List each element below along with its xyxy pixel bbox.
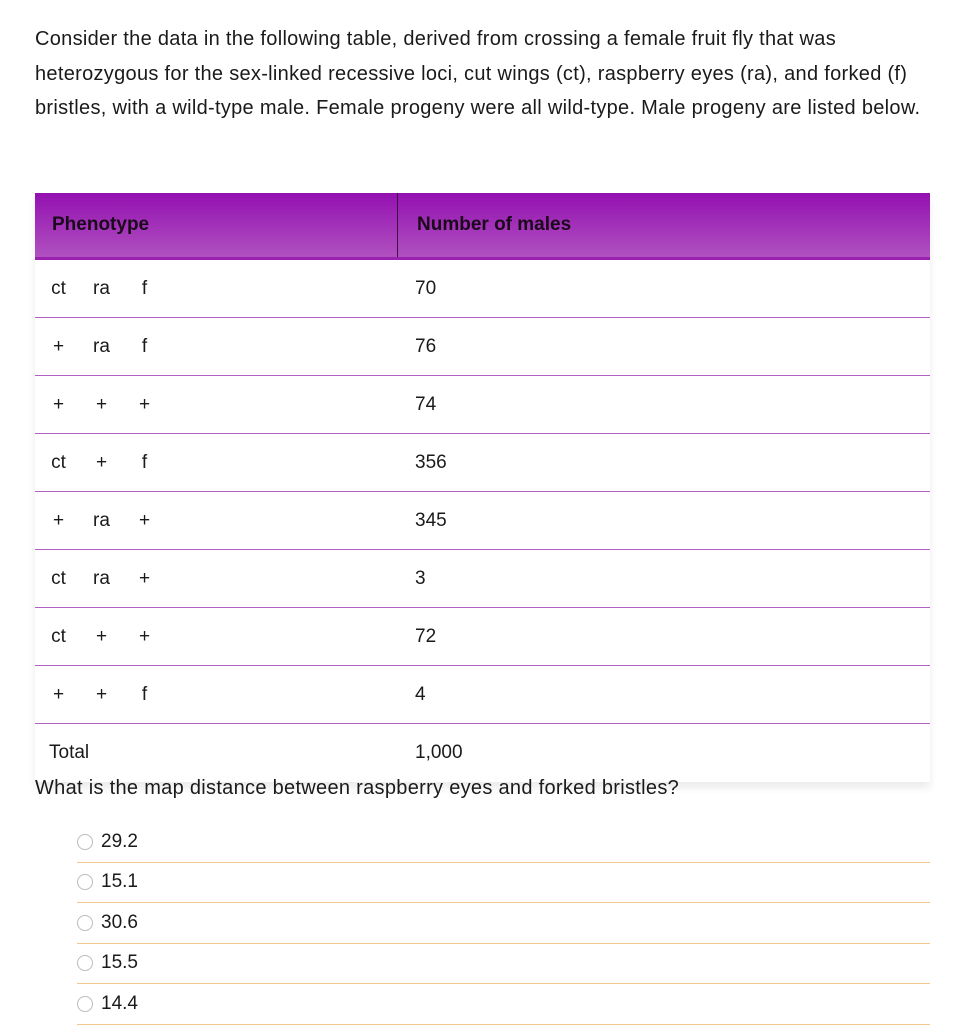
radio-button[interactable]: [77, 834, 93, 850]
phenotype-allele: +: [52, 393, 65, 415]
phenotype-allele: ra: [93, 509, 110, 531]
answer-options: [77, 822, 930, 1025]
header-phenotype: Phenotype: [35, 193, 398, 257]
phenotype-allele: +: [95, 451, 108, 473]
total-value: 1,000: [415, 742, 463, 763]
phenotype-allele: +: [138, 625, 151, 647]
table-row: [35, 376, 930, 434]
phenotype-allele: ra: [93, 335, 110, 357]
phenotype-allele: ct: [51, 567, 66, 589]
answer-option-label: 29.2: [101, 830, 138, 852]
phenotype-allele: +: [138, 393, 151, 415]
table-header: [35, 193, 930, 260]
phenotype-allele: f: [141, 277, 148, 299]
male-count-cell: 72: [415, 625, 437, 647]
table-row: [35, 492, 930, 550]
answer-option-label: 15.5: [101, 952, 138, 974]
answer-option[interactable]: [77, 903, 930, 944]
male-count-cell: 70: [415, 277, 437, 299]
phenotype-cell: [35, 278, 398, 300]
table-row-total: [35, 724, 930, 782]
phenotype-allele: ct: [51, 277, 66, 299]
question-intro: Consider the data in the following table, derived from crossing a female fruit fly that was heterozygous for the sex-linked recessive loci, cut wings (ct), raspberry eyes (ra), and forked (f) bristles, with a wild-type male. Female progeny were all wild-type. Male progeny are listed below.: [35, 28, 921, 119]
male-count-cell: 74: [415, 393, 437, 415]
phenotype-cell: [35, 684, 398, 706]
male-count-cell: 356: [415, 451, 447, 473]
table-row: [35, 318, 930, 376]
answer-option[interactable]: [77, 944, 930, 985]
phenotype-allele: f: [141, 683, 148, 705]
answer-option-label: 14.4: [101, 992, 138, 1014]
phenotype-cell: [35, 626, 398, 648]
phenotype-allele: f: [141, 451, 148, 473]
male-count-cell: 4: [415, 683, 426, 705]
phenotype-allele: +: [95, 625, 108, 647]
male-count-cell: 345: [415, 509, 447, 531]
phenotype-allele: +: [138, 567, 151, 589]
phenotype-allele: +: [95, 683, 108, 705]
progeny-table: [35, 193, 930, 782]
phenotype-allele: +: [52, 335, 65, 357]
phenotype-allele: ra: [93, 277, 110, 299]
phenotype-allele: +: [95, 393, 108, 415]
phenotype-cell: [35, 568, 398, 590]
radio-button[interactable]: [77, 955, 93, 971]
radio-button[interactable]: [77, 915, 93, 931]
answer-option[interactable]: [77, 863, 930, 904]
answer-option-label: 30.6: [101, 911, 138, 933]
phenotype-cell: [35, 336, 398, 358]
phenotype-allele: ra: [93, 567, 110, 589]
table-row: [35, 550, 930, 608]
question-text: What is the map distance between raspberry eyes and forked bristles?: [35, 777, 680, 799]
table-row: [35, 260, 930, 318]
answer-option[interactable]: [77, 984, 930, 1025]
radio-button[interactable]: [77, 874, 93, 890]
phenotype-allele: +: [52, 509, 65, 531]
male-count-cell: 3: [415, 567, 426, 589]
phenotype-allele: +: [52, 683, 65, 705]
phenotype-cell: [35, 510, 398, 532]
total-label: Total: [49, 742, 90, 763]
table-row: [35, 434, 930, 492]
phenotype-allele: ct: [51, 625, 66, 647]
header-number-of-males: Number of males: [417, 214, 572, 235]
radio-button[interactable]: [77, 996, 93, 1012]
male-count-cell: 76: [415, 335, 437, 357]
phenotype-allele: +: [138, 509, 151, 531]
table-row: [35, 608, 930, 666]
phenotype-allele: f: [141, 335, 148, 357]
phenotype-cell: [35, 452, 398, 474]
phenotype-cell: [35, 394, 398, 416]
table-row: [35, 666, 930, 724]
answer-option[interactable]: [77, 822, 930, 863]
phenotype-allele: ct: [51, 451, 66, 473]
answer-option-label: 15.1: [101, 871, 138, 893]
